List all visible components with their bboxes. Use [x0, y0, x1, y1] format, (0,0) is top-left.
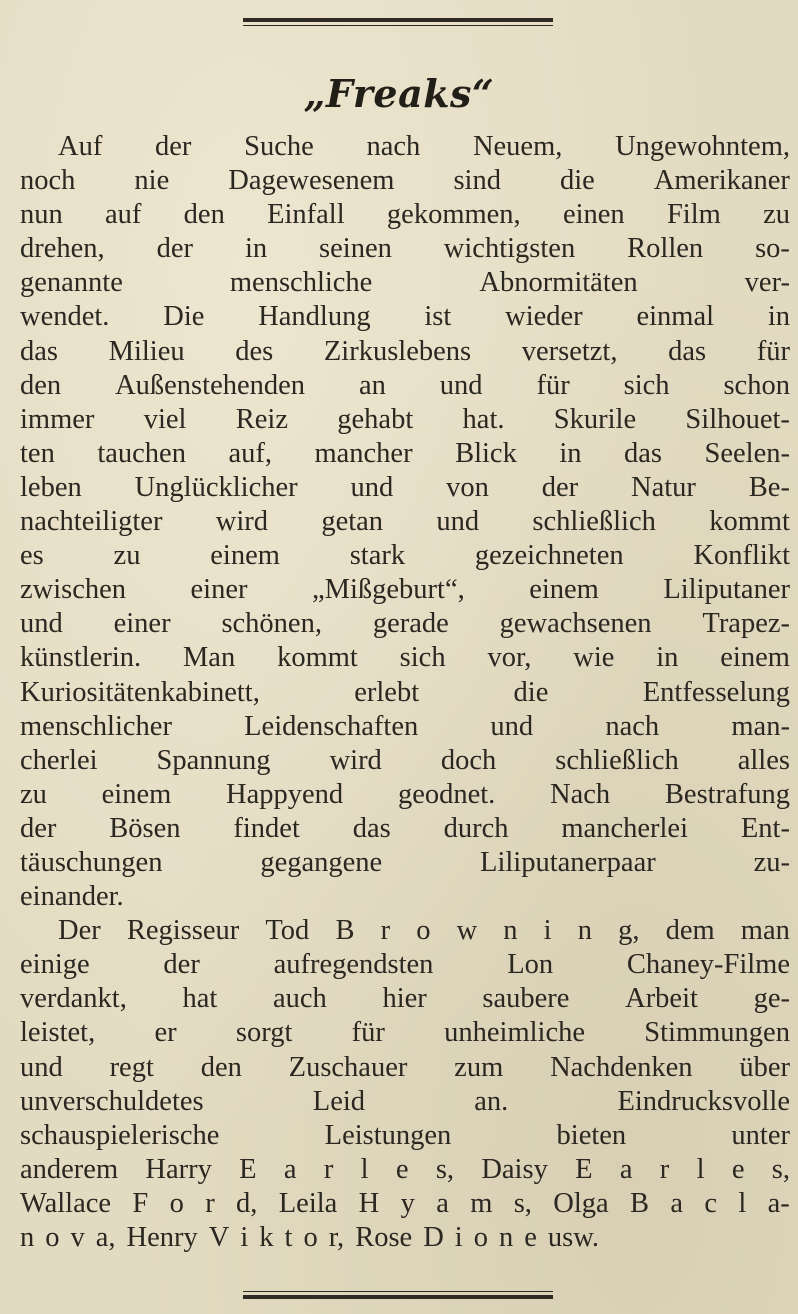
- word: Leidenschaften: [244, 710, 419, 742]
- word: hat.: [462, 403, 505, 435]
- word: sich: [399, 642, 446, 674]
- article-line: [20, 1085, 790, 1119]
- word: Entfesselung: [642, 676, 790, 708]
- word: Silhouet-: [685, 403, 790, 435]
- word: nachteiligter: [20, 506, 163, 538]
- word: in: [559, 437, 582, 469]
- word: in: [767, 301, 790, 333]
- word: Film: [666, 199, 721, 231]
- word: Stimmungen: [644, 1017, 790, 1049]
- word: m: [470, 1187, 493, 1219]
- word: einmal: [636, 301, 715, 333]
- word: Unglücklicher: [134, 471, 298, 503]
- word: wichtigsten: [443, 233, 576, 265]
- word: immer: [20, 403, 95, 435]
- article-line: [20, 471, 790, 505]
- word: menschliche: [229, 267, 373, 299]
- article-line: [20, 607, 790, 641]
- word: Daisy: [481, 1153, 548, 1185]
- word: wendet.: [20, 301, 110, 333]
- word: der: [20, 812, 57, 844]
- article-line: [20, 676, 790, 710]
- word: n: [498, 1222, 514, 1253]
- word: in: [656, 642, 679, 674]
- word: noch: [20, 165, 76, 197]
- top-rule-thin: [243, 25, 553, 26]
- word: Liliputanerpaar: [480, 846, 656, 878]
- word: für: [351, 1017, 385, 1049]
- word: Rose: [355, 1222, 413, 1253]
- article-body: [20, 130, 790, 1255]
- word: leistet,: [20, 1017, 96, 1049]
- word: Spannung: [156, 744, 271, 776]
- word: l: [360, 1153, 369, 1185]
- word: mancherlei: [561, 812, 688, 844]
- word: leben: [20, 471, 82, 503]
- word: auf,: [228, 437, 272, 469]
- bottom-rule-thick: [243, 1295, 553, 1299]
- word: Regisseur: [126, 915, 240, 947]
- word: t: [284, 1222, 293, 1253]
- word: an.: [474, 1085, 509, 1117]
- word: wird: [329, 744, 382, 776]
- word: zwischen: [20, 574, 127, 606]
- word: zu: [113, 540, 141, 572]
- word: sind: [453, 165, 501, 197]
- word: das: [352, 812, 391, 844]
- article-line: [20, 1187, 790, 1221]
- word: unter: [731, 1119, 790, 1151]
- word: r,: [328, 1222, 345, 1253]
- word: Einfall: [267, 199, 345, 231]
- word: Nach: [550, 778, 611, 810]
- word: Kuriositätenkabinett,: [20, 676, 260, 708]
- word: c: [704, 1187, 718, 1219]
- word: das: [20, 335, 58, 367]
- article-line: [20, 744, 790, 778]
- word: das: [624, 437, 662, 469]
- word: man-: [731, 710, 790, 742]
- word: schauspielerische: [20, 1119, 220, 1151]
- article-line: [20, 437, 790, 471]
- word: Zuschauer: [288, 1051, 408, 1083]
- word: Neuem,: [472, 131, 563, 162]
- word: und: [490, 710, 534, 742]
- word: stark: [349, 540, 406, 572]
- word: genannte: [20, 267, 123, 299]
- word: einen: [562, 199, 625, 231]
- word: d,: [236, 1187, 258, 1219]
- article-line: [20, 505, 790, 539]
- word: n: [20, 1222, 35, 1253]
- word: o: [416, 915, 431, 947]
- word: auch: [272, 983, 327, 1015]
- word: Amerikaner: [653, 165, 790, 197]
- word: wird: [215, 506, 268, 538]
- word: r: [380, 915, 391, 947]
- word: der: [156, 233, 193, 265]
- word: r: [205, 1187, 215, 1219]
- word: a,: [95, 1222, 116, 1253]
- word: für: [756, 335, 790, 367]
- word: B: [335, 915, 355, 947]
- word: saubere: [482, 983, 570, 1015]
- word: Chaney-Filme: [626, 949, 790, 981]
- word: y: [400, 1187, 415, 1219]
- word: so-: [755, 233, 790, 265]
- word: wie: [573, 642, 615, 674]
- word: zu: [763, 199, 790, 231]
- word: nach: [366, 131, 421, 162]
- word: Skurile: [553, 403, 637, 435]
- article-line: [20, 300, 790, 334]
- word: s,: [435, 1153, 455, 1185]
- article-line: [20, 539, 790, 573]
- word: Blick: [455, 437, 517, 469]
- word: nie: [134, 165, 170, 197]
- article-line: [20, 1119, 790, 1153]
- word: hier: [382, 983, 427, 1015]
- article-line: [20, 198, 790, 232]
- word: vor,: [487, 642, 532, 674]
- word: i: [240, 1222, 249, 1253]
- word: Ungewohntem,: [615, 131, 790, 162]
- word: an: [358, 369, 386, 401]
- article-line: [20, 130, 790, 164]
- word: anderem: [20, 1153, 119, 1185]
- word: gerade: [372, 608, 449, 640]
- word: einem: [210, 540, 280, 572]
- word: den: [183, 199, 225, 231]
- word: erlebt: [354, 676, 420, 708]
- word: V: [208, 1222, 230, 1253]
- word: aufregendsten: [273, 949, 434, 981]
- bottom-rule-thin: [243, 1291, 553, 1292]
- word: ist: [424, 301, 452, 333]
- word: l: [738, 1187, 747, 1219]
- word: D: [423, 1222, 444, 1253]
- article-line: [20, 778, 790, 812]
- top-rule-thick: [243, 18, 553, 22]
- word: nach: [605, 710, 660, 742]
- word: nun: [20, 199, 63, 231]
- word: schließlich: [555, 744, 679, 776]
- article-line: [20, 846, 790, 880]
- word: der: [155, 131, 192, 162]
- word: sorgt: [235, 1017, 293, 1049]
- word: bieten: [556, 1119, 627, 1151]
- word: kommt: [277, 642, 358, 674]
- word: Milieu: [108, 335, 185, 367]
- word: Be-: [748, 471, 790, 503]
- article-line: [20, 232, 790, 266]
- word: Man: [182, 642, 236, 674]
- article-line: [20, 710, 790, 744]
- word: Konflikt: [693, 540, 790, 572]
- word: unverschuldetes: [20, 1085, 204, 1117]
- word: menschlicher: [20, 710, 172, 742]
- word: Leila: [278, 1187, 338, 1219]
- word: Rollen: [627, 233, 704, 265]
- word: a: [283, 1153, 297, 1185]
- word: E: [575, 1153, 593, 1185]
- word: das: [668, 335, 707, 367]
- word: und: [20, 608, 63, 640]
- article-line: [20, 641, 790, 675]
- word: s,: [771, 1153, 790, 1185]
- word: Leistungen: [324, 1119, 452, 1151]
- word: schon: [723, 369, 790, 401]
- article-title: „Freaks“: [303, 71, 495, 116]
- word: Trapez-: [702, 608, 790, 640]
- word: „Mißgeburt“,: [311, 574, 465, 606]
- word: über: [739, 1051, 790, 1083]
- article-line: [20, 403, 790, 437]
- word: schließlich: [532, 506, 656, 538]
- word: Suche: [244, 131, 314, 162]
- word: Ent-: [740, 812, 790, 844]
- word: a-: [767, 1187, 790, 1219]
- article-line: [20, 1051, 790, 1085]
- word: versetzt,: [521, 335, 618, 367]
- word: cherlei: [20, 744, 98, 776]
- word: und: [20, 1051, 63, 1083]
- word: Leid: [312, 1085, 366, 1117]
- article-line: [20, 948, 790, 982]
- word: die: [559, 165, 595, 197]
- bottom-rule: [243, 1291, 553, 1299]
- word: und: [439, 369, 483, 401]
- word: einem: [720, 642, 790, 674]
- word: wieder: [505, 301, 583, 333]
- word: schönen,: [221, 608, 322, 640]
- word: gezeichneten: [474, 540, 624, 572]
- word: der: [163, 949, 200, 981]
- word: a: [670, 1187, 684, 1219]
- word: und: [436, 506, 480, 538]
- word: Die: [163, 301, 205, 333]
- top-rule: [243, 18, 553, 26]
- word: auf: [105, 199, 142, 231]
- word: i: [543, 915, 552, 947]
- word: zu: [20, 778, 47, 810]
- word: täuschungen: [20, 846, 163, 878]
- word: kommt: [709, 506, 790, 538]
- word: Liliputaner: [663, 574, 790, 606]
- word: gewachsenen: [499, 608, 652, 640]
- word: Wallace: [20, 1187, 112, 1219]
- article-line: [20, 1153, 790, 1187]
- word: seinen: [319, 233, 392, 265]
- word: o: [169, 1187, 184, 1219]
- word: k: [259, 1222, 274, 1253]
- word: Natur: [631, 471, 696, 503]
- article-line: [20, 369, 790, 403]
- article-line: [20, 335, 790, 369]
- word: er: [154, 1017, 177, 1049]
- word: r: [323, 1153, 334, 1185]
- word: Reiz: [235, 403, 288, 435]
- word: E: [239, 1153, 257, 1185]
- word: getan: [321, 506, 384, 538]
- word: einer: [113, 608, 171, 640]
- word: Der: [58, 915, 101, 947]
- word: Seelen-: [704, 437, 790, 469]
- word: der: [541, 471, 579, 503]
- article-line: [20, 1016, 790, 1050]
- word: einer: [190, 574, 248, 606]
- word: H: [358, 1187, 380, 1219]
- word: a: [619, 1153, 633, 1185]
- word: alles: [737, 744, 790, 776]
- word: mancher: [314, 437, 413, 469]
- word: Harry: [145, 1153, 212, 1185]
- word: Happyend: [226, 778, 344, 810]
- word: o: [45, 1222, 60, 1253]
- word: findet: [233, 812, 300, 844]
- word: unheimliche: [444, 1017, 586, 1049]
- word: usw.: [547, 1222, 600, 1253]
- word: für: [536, 369, 570, 401]
- word: gekommen,: [386, 199, 521, 231]
- word: Auf: [58, 131, 103, 162]
- word: e: [731, 1153, 745, 1185]
- article-line: [20, 1221, 790, 1255]
- word: s,: [513, 1187, 532, 1219]
- word: gehabt: [337, 403, 414, 435]
- article-line: [20, 982, 790, 1016]
- word: einander.: [20, 881, 124, 913]
- word: dem: [665, 915, 715, 947]
- word: a: [436, 1187, 449, 1219]
- word: durch: [443, 812, 509, 844]
- word: hat: [182, 983, 218, 1015]
- word: Zirkuslebens: [323, 335, 472, 367]
- word: o: [303, 1222, 318, 1253]
- word: Lon: [507, 949, 554, 981]
- word: einige: [20, 949, 90, 981]
- word: von: [446, 471, 489, 503]
- article-line: [20, 266, 790, 300]
- article-line: [20, 164, 790, 198]
- word: Olga: [553, 1187, 609, 1219]
- word: Bestrafung: [664, 778, 790, 810]
- word: e: [524, 1222, 537, 1253]
- word: sich: [623, 369, 670, 401]
- word: regt: [109, 1051, 154, 1083]
- article-line: [20, 880, 790, 914]
- word: Arbeit: [625, 983, 698, 1015]
- word: tauchen: [97, 437, 186, 469]
- word: Außenstehenden: [115, 369, 306, 401]
- word: Nachdenken: [550, 1051, 693, 1083]
- word: r: [659, 1153, 670, 1185]
- word: Eindrucksvolle: [617, 1085, 790, 1117]
- word: Handlung: [258, 301, 371, 333]
- word: o: [473, 1222, 488, 1253]
- word: l: [696, 1153, 705, 1185]
- word: B: [630, 1187, 650, 1219]
- word: drehen,: [20, 233, 105, 265]
- word: es: [20, 540, 44, 572]
- article-line: [20, 573, 790, 607]
- word: ten: [20, 437, 55, 469]
- word: ge-: [753, 983, 790, 1015]
- word: geodnet.: [397, 778, 496, 810]
- word: doch: [440, 744, 497, 776]
- word: den: [200, 1051, 242, 1083]
- word: gegangene: [260, 846, 383, 878]
- article-line: [20, 812, 790, 846]
- word: künstlerin.: [20, 642, 142, 674]
- word: n: [503, 915, 518, 947]
- word: des: [235, 335, 274, 367]
- word: einem: [529, 574, 599, 606]
- word: man: [740, 915, 790, 947]
- word: Abnormitäten: [479, 267, 638, 299]
- word: zu-: [753, 846, 790, 878]
- word: Dagewesenem: [228, 165, 395, 197]
- word: ver-: [744, 267, 790, 299]
- word: den: [20, 369, 62, 401]
- word: i: [454, 1222, 463, 1253]
- word: w: [456, 915, 478, 947]
- word: die: [513, 676, 549, 708]
- word: einem: [101, 778, 172, 810]
- word: n: [577, 915, 592, 947]
- word: v: [70, 1222, 85, 1253]
- word: und: [350, 471, 394, 503]
- word: Bösen: [109, 812, 181, 844]
- word: e: [395, 1153, 409, 1185]
- word: g,: [618, 915, 640, 947]
- word: viel: [143, 403, 187, 435]
- word: zum: [454, 1051, 504, 1083]
- word: in: [244, 233, 268, 265]
- article-line: [20, 914, 790, 948]
- word: verdankt,: [20, 983, 127, 1015]
- word: Henry: [126, 1222, 198, 1253]
- word: Tod: [265, 915, 310, 947]
- word: F: [132, 1187, 149, 1219]
